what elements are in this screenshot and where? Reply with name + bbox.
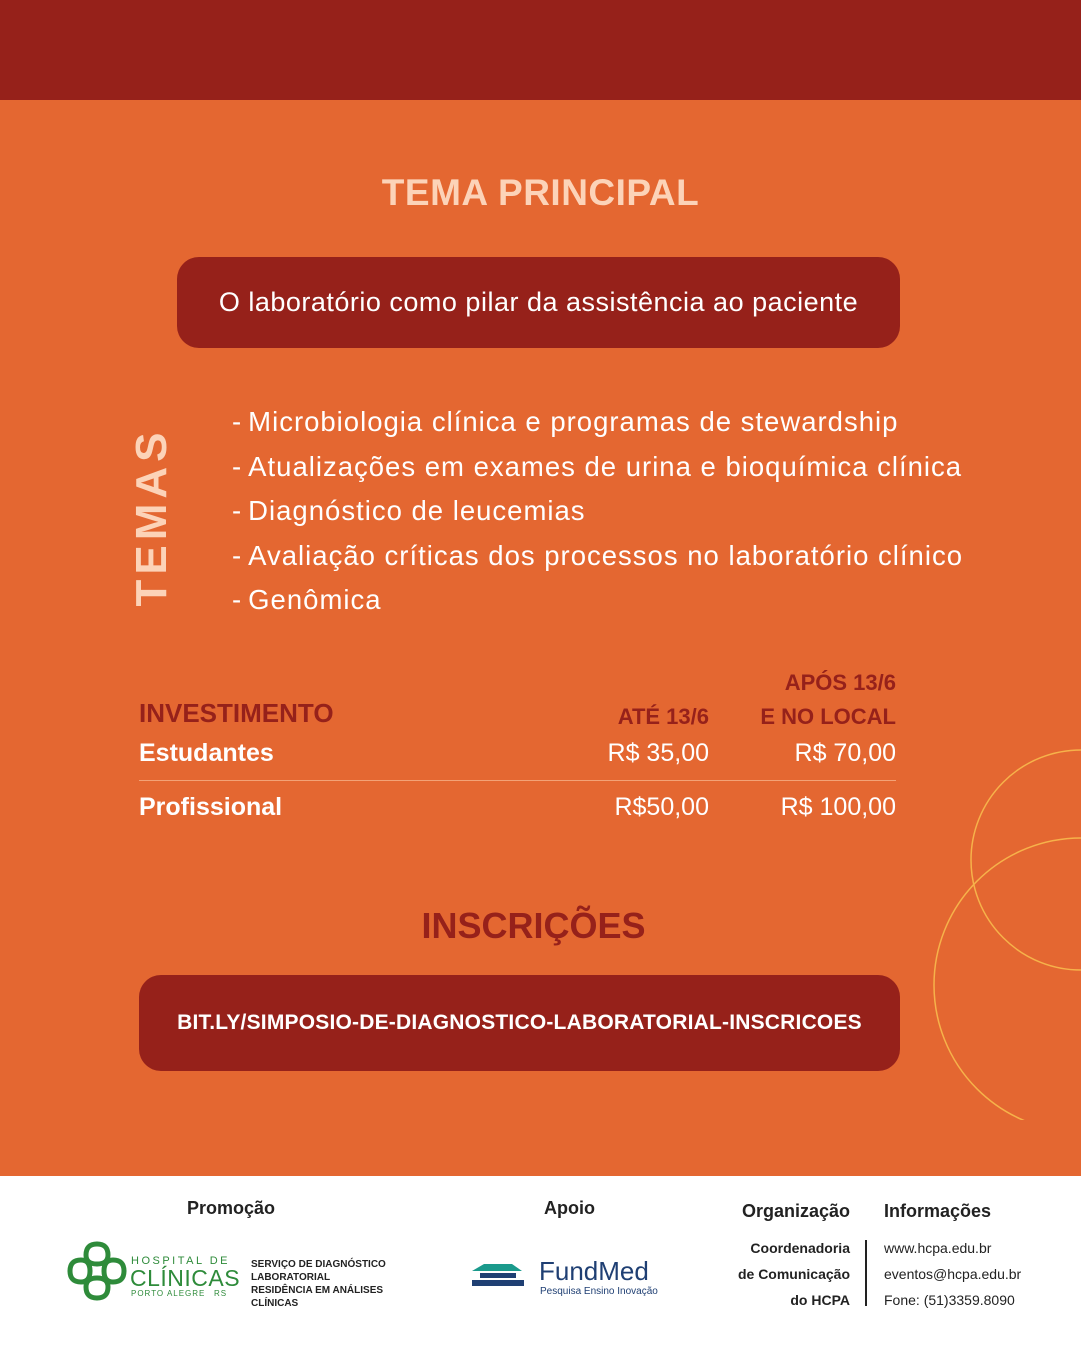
organization-text xyxy=(738,1235,850,1313)
service-line: RESIDÊNCIA EM ANÁLISES xyxy=(251,1285,384,1296)
hospital-state: RS xyxy=(214,1289,228,1298)
top-banner xyxy=(0,0,1081,100)
topic-dash: - xyxy=(232,584,243,615)
info-text xyxy=(884,1235,1021,1313)
topics-list xyxy=(232,400,963,623)
col-header-until: ATÉ 13/6 xyxy=(617,704,709,729)
support-label: Apoio xyxy=(544,1198,595,1218)
price-professional-after: R$ 100,00 xyxy=(780,793,896,821)
topic-text: Diagnóstico de leucemias xyxy=(248,495,586,526)
list-item xyxy=(232,445,963,490)
info-phone: Fone: (51)3359.8090 xyxy=(884,1292,1015,1308)
topic-text: Microbiologia clínica e programas de stewardship xyxy=(248,406,899,437)
service-line: CLÍNICAS xyxy=(251,1298,299,1309)
fundmed-brand: FundMed xyxy=(539,1256,649,1286)
list-item xyxy=(232,578,963,623)
hospital-name-line1: HOSPITAL DE xyxy=(131,1255,231,1267)
topic-text: Atualizações em exames de urina e bioquímica clínica xyxy=(248,450,963,482)
organization-label: Organização xyxy=(741,1201,850,1221)
topic-text: Genômica xyxy=(248,584,382,615)
topic-dash: - xyxy=(232,450,243,482)
list-item xyxy=(232,489,963,534)
main-theme-box xyxy=(177,257,900,348)
main-theme-heading: TEMA PRINCIPAL xyxy=(381,172,700,213)
row-label-professional: Profissional xyxy=(139,793,283,821)
row-label-students: Estudantes xyxy=(139,739,274,767)
main-theme-text: O laboratório como pilar da assistência ao paciente xyxy=(218,287,859,317)
promotion-label: Promoção xyxy=(187,1198,276,1218)
organization-line: de Comunicação xyxy=(737,1266,850,1282)
info-email[interactable]: eventos@hcpa.edu.br xyxy=(884,1266,1022,1282)
fundmed-logo-icon xyxy=(472,1262,524,1288)
organization-line: do HCPA xyxy=(790,1292,850,1308)
hospital-name-line3: PORTO ALEGRE xyxy=(131,1289,206,1298)
list-item xyxy=(232,400,963,445)
hospital-name-line2: CLÍNICAS xyxy=(130,1265,241,1291)
investment-heading: INVESTIMENTO xyxy=(139,698,334,728)
topic-dash: - xyxy=(232,539,243,571)
service-line: LABORATORIAL xyxy=(251,1272,331,1283)
info-label: Informações xyxy=(884,1201,992,1221)
hospital-logo-icon xyxy=(66,1240,128,1302)
registration-link-box[interactable] xyxy=(139,975,900,1071)
price-students-until: R$ 35,00 xyxy=(607,739,709,767)
service-description xyxy=(251,1258,386,1310)
price-professional-until: R$50,00 xyxy=(614,793,709,821)
info-website[interactable]: www.hcpa.edu.br xyxy=(884,1240,992,1256)
topics-label: TEMAS xyxy=(127,427,176,607)
registration-heading: INSCRIÇÕES xyxy=(421,905,646,946)
registration-link[interactable]: BIT.LY/SIMPOSIO-DE-DIAGNOSTICO-LABORATORIAL-INSCRICOES xyxy=(177,1011,862,1034)
col-header-after-line2: E NO LOCAL xyxy=(760,704,896,729)
service-line: SERVIÇO DE DIAGNÓSTICO xyxy=(251,1259,386,1270)
list-item xyxy=(232,534,963,579)
topic-dash: - xyxy=(232,495,243,526)
topic-text: Avaliação críticas dos processos no laboratório clínico xyxy=(248,539,963,571)
footer-divider xyxy=(865,1240,867,1306)
fundmed-tagline: Pesquisa Ensino Inovação xyxy=(540,1286,658,1297)
col-header-after-line1: APÓS 13/6 xyxy=(784,670,896,695)
topic-dash: - xyxy=(232,406,243,437)
price-students-after: R$ 70,00 xyxy=(794,739,896,767)
table-divider xyxy=(139,780,896,781)
organization-line: Coordenadoria xyxy=(750,1240,850,1256)
